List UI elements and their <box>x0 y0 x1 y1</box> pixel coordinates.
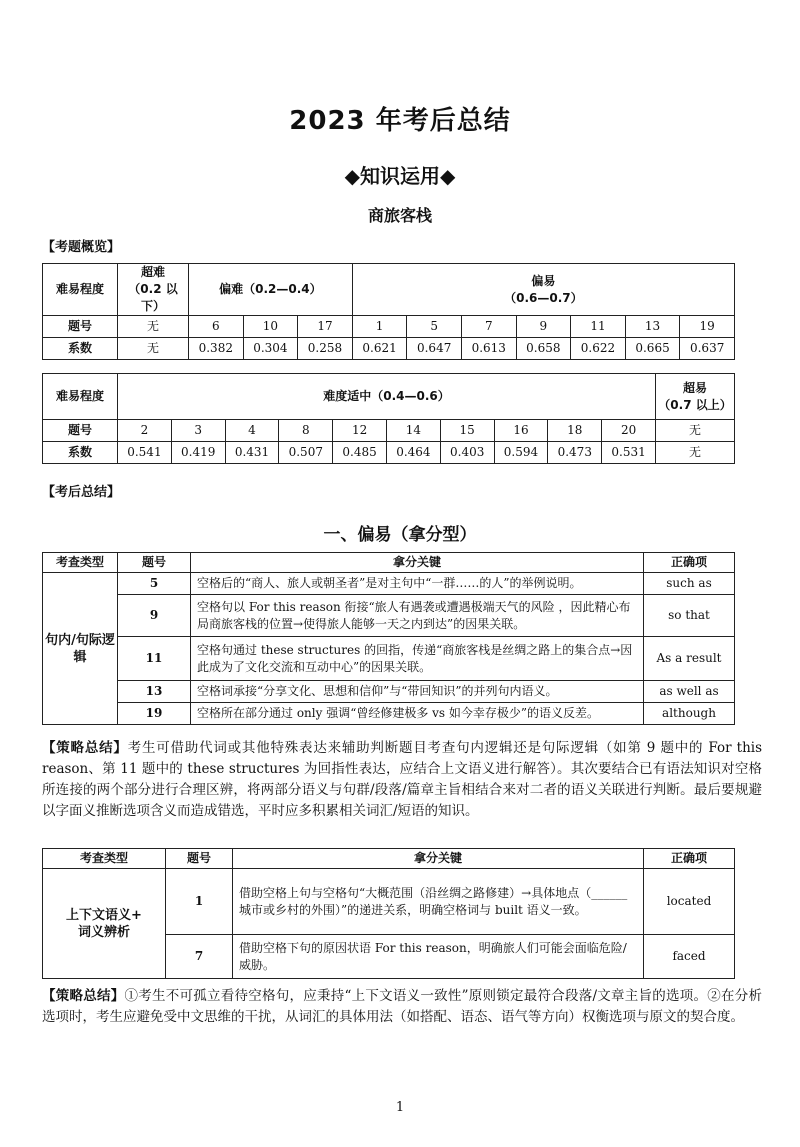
analysis-table-context <box>42 848 735 979</box>
row-label-number: 题号 <box>43 316 118 338</box>
table-cell: 0.665 <box>625 338 680 360</box>
header-key: 拿分关键 <box>233 849 644 869</box>
table-cell: 0.621 <box>352 338 407 360</box>
table-cell: 无 <box>656 442 735 464</box>
overview-label: 【考题概览】 <box>42 240 121 255</box>
table-cell: 无 <box>118 316 189 338</box>
table-cell: 12 <box>333 420 387 442</box>
answer-key: 借助空格上句与空格句“大概范围（沿丝绸之路修建）→具体地点（______城市或乡村的外围）”的递进关系，明确空格词与 built 语义一致。 <box>233 869 644 935</box>
table-cell: 1 <box>352 316 407 338</box>
header-number: 题号 <box>118 553 191 573</box>
table-cell: 0.594 <box>494 442 548 464</box>
table-cell: 3 <box>171 420 225 442</box>
header-type: 考查类型 <box>43 849 166 869</box>
table-cell: 11 <box>571 316 626 338</box>
table-cell: 0.541 <box>118 442 172 464</box>
strategy-tag: 【策略总结】 <box>42 988 125 1004</box>
table-cell: 17 <box>298 316 353 338</box>
correct-answer: located <box>644 869 735 935</box>
summary-label: 【考后总结】 <box>42 485 121 500</box>
table-cell: 0.473 <box>548 442 602 464</box>
correct-answer: so that <box>644 595 735 637</box>
table-cell: 14 <box>386 420 440 442</box>
row-label-number: 题号 <box>43 420 118 442</box>
question-number: 9 <box>118 595 191 637</box>
table-cell: 0.403 <box>440 442 494 464</box>
header-answer: 正确项 <box>644 849 735 869</box>
table-cell: 16 <box>494 420 548 442</box>
group-super-easy-range: （0.7 以上） <box>658 397 732 412</box>
header-number: 题号 <box>166 849 233 869</box>
strategy-summary-2 <box>42 986 762 1028</box>
question-number: 1 <box>166 869 233 935</box>
answer-key: 空格句以 For this reason 衔接“旅人有遇袭或遭遇极端天气的风险 ，因此精心布局商旅客栈的位置→使得旅人能够一天之内到达”的因果关联。 <box>191 595 644 637</box>
group-hard: 偏难（0.2—0.4） <box>189 264 353 316</box>
table-cell: 5 <box>407 316 462 338</box>
question-type: 句内/句际逻辑 <box>43 573 118 725</box>
table-cell: 0.507 <box>279 442 333 464</box>
question-number: 13 <box>118 681 191 703</box>
group-super-hard-range: （0.2 以下） <box>128 282 178 313</box>
table-cell: 0.431 <box>225 442 279 464</box>
answer-key: 借助空格下句的原因状语 For this reason，明确旅人们可能会面临危险/威胁。 <box>233 935 644 979</box>
header-type: 考查类型 <box>43 553 118 573</box>
strategy-tag: 【策略总结】 <box>42 740 128 756</box>
correct-answer: faced <box>644 935 735 979</box>
answer-key: 空格句通过 these structures 的回指，传递“商旅客栈是丝绸之路上的集合点→因此成为了文化交流和互动中心”的因果关联。 <box>191 637 644 681</box>
group-super-hard-name: 超难 <box>140 265 165 279</box>
table-cell: 13 <box>625 316 680 338</box>
table-cell: 18 <box>548 420 602 442</box>
analysis-table-logic <box>42 552 735 725</box>
strategy-text: 考生可借助代词或其他特殊表达来辅助判断题目考查句内逻辑还是句际逻辑（如第 9 题中的 For this reason、第 11 题中的 these structures 为回指性表达，应结合上文语义进行解答）。其次要结合已有语法知识对空格所连接的两个部分进行合理区辨，将两部分语义与句群/段落/篇章主旨相结合来对二者的语义关联进行判断。最后要规避以字面义推断选项含义而造成错选，平时应多积累相关词汇/短语的知识。 <box>42 740 763 819</box>
table-cell: 8 <box>279 420 333 442</box>
correct-answer: as well as <box>644 681 735 703</box>
table-cell: 0.382 <box>189 338 244 360</box>
strategy-summary-1 <box>42 738 762 822</box>
answer-key: 空格后的“商人、旅人或朝圣者”是对主句中“一群……的人”的举例说明。 <box>191 573 644 595</box>
question-number: 11 <box>118 637 191 681</box>
group-easy-range: （0.6—0.7） <box>504 290 583 305</box>
question-number: 19 <box>118 703 191 725</box>
group-super-easy <box>656 374 735 420</box>
group-medium: 难度适中（0.4—0.6） <box>118 374 656 420</box>
answer-key: 空格所在部分通过 only 强调“曾经修建极多 vs 如今幸存极少”的语义反差。 <box>191 703 644 725</box>
table-cell: 20 <box>602 420 656 442</box>
strategy-text: ①考生不可孤立看待空格句，应秉持“上下文语义一致性”原则锁定最符合段落/文章主旨的选项。②在分析选项时，考生应避免受中文思维的干扰，从词汇的具体用法（如搭配、语态、语气等方向）权衡选项与原文的契合度。 <box>42 988 763 1025</box>
table-cell: 0.637 <box>680 338 735 360</box>
question-type-line1: 上下文语义+ <box>66 907 142 923</box>
header-key: 拿分关键 <box>191 553 644 573</box>
header-answer: 正确项 <box>644 553 735 573</box>
row-label-difficulty: 难易程度 <box>43 264 118 316</box>
table-cell: 9 <box>516 316 571 338</box>
table-cell: 无 <box>656 420 735 442</box>
correct-answer: As a result <box>644 637 735 681</box>
table-cell: 0.258 <box>298 338 353 360</box>
question-type <box>43 869 166 979</box>
correct-answer: although <box>644 703 735 725</box>
subheading-easy: 一、偏易（拿分型） <box>323 525 477 545</box>
table-cell: 10 <box>243 316 298 338</box>
difficulty-table-1 <box>42 263 735 360</box>
table-cell: 4 <box>225 420 279 442</box>
table-cell: 0.419 <box>171 442 225 464</box>
row-label-difficulty: 难易程度 <box>43 374 118 420</box>
page-title: 2023 年考后总结 <box>289 106 511 136</box>
table-cell: 无 <box>118 338 189 360</box>
group-easy <box>352 264 734 316</box>
table-cell: 0.622 <box>571 338 626 360</box>
table-cell: 0.464 <box>386 442 440 464</box>
passage-title: 商旅客栈 <box>367 206 432 225</box>
table-cell: 2 <box>118 420 172 442</box>
table-cell: 0.658 <box>516 338 571 360</box>
table-cell: 0.613 <box>461 338 516 360</box>
table-cell: 0.531 <box>602 442 656 464</box>
difficulty-table-2 <box>42 373 735 464</box>
row-label-coefficient: 系数 <box>43 442 118 464</box>
table-cell: 0.485 <box>333 442 387 464</box>
group-super-hard <box>118 264 189 316</box>
page-number: 1 <box>395 1100 405 1115</box>
row-label-coefficient: 系数 <box>43 338 118 360</box>
table-cell: 7 <box>461 316 516 338</box>
question-number: 7 <box>166 935 233 979</box>
table-cell: 0.304 <box>243 338 298 360</box>
group-easy-name: 偏易 <box>531 273 556 288</box>
question-type-line2: 词义辨析 <box>77 924 130 940</box>
group-super-easy-name: 超易 <box>682 380 707 395</box>
correct-answer: such as <box>644 573 735 595</box>
table-cell: 15 <box>440 420 494 442</box>
table-cell: 6 <box>189 316 244 338</box>
answer-key: 空格词承接“分享文化、思想和信仰”与“带回知识”的并列句内语义。 <box>191 681 644 703</box>
question-number: 5 <box>118 573 191 595</box>
section-title: ◆知识运用◆ <box>344 164 456 188</box>
table-cell: 0.647 <box>407 338 462 360</box>
table-cell: 19 <box>680 316 735 338</box>
